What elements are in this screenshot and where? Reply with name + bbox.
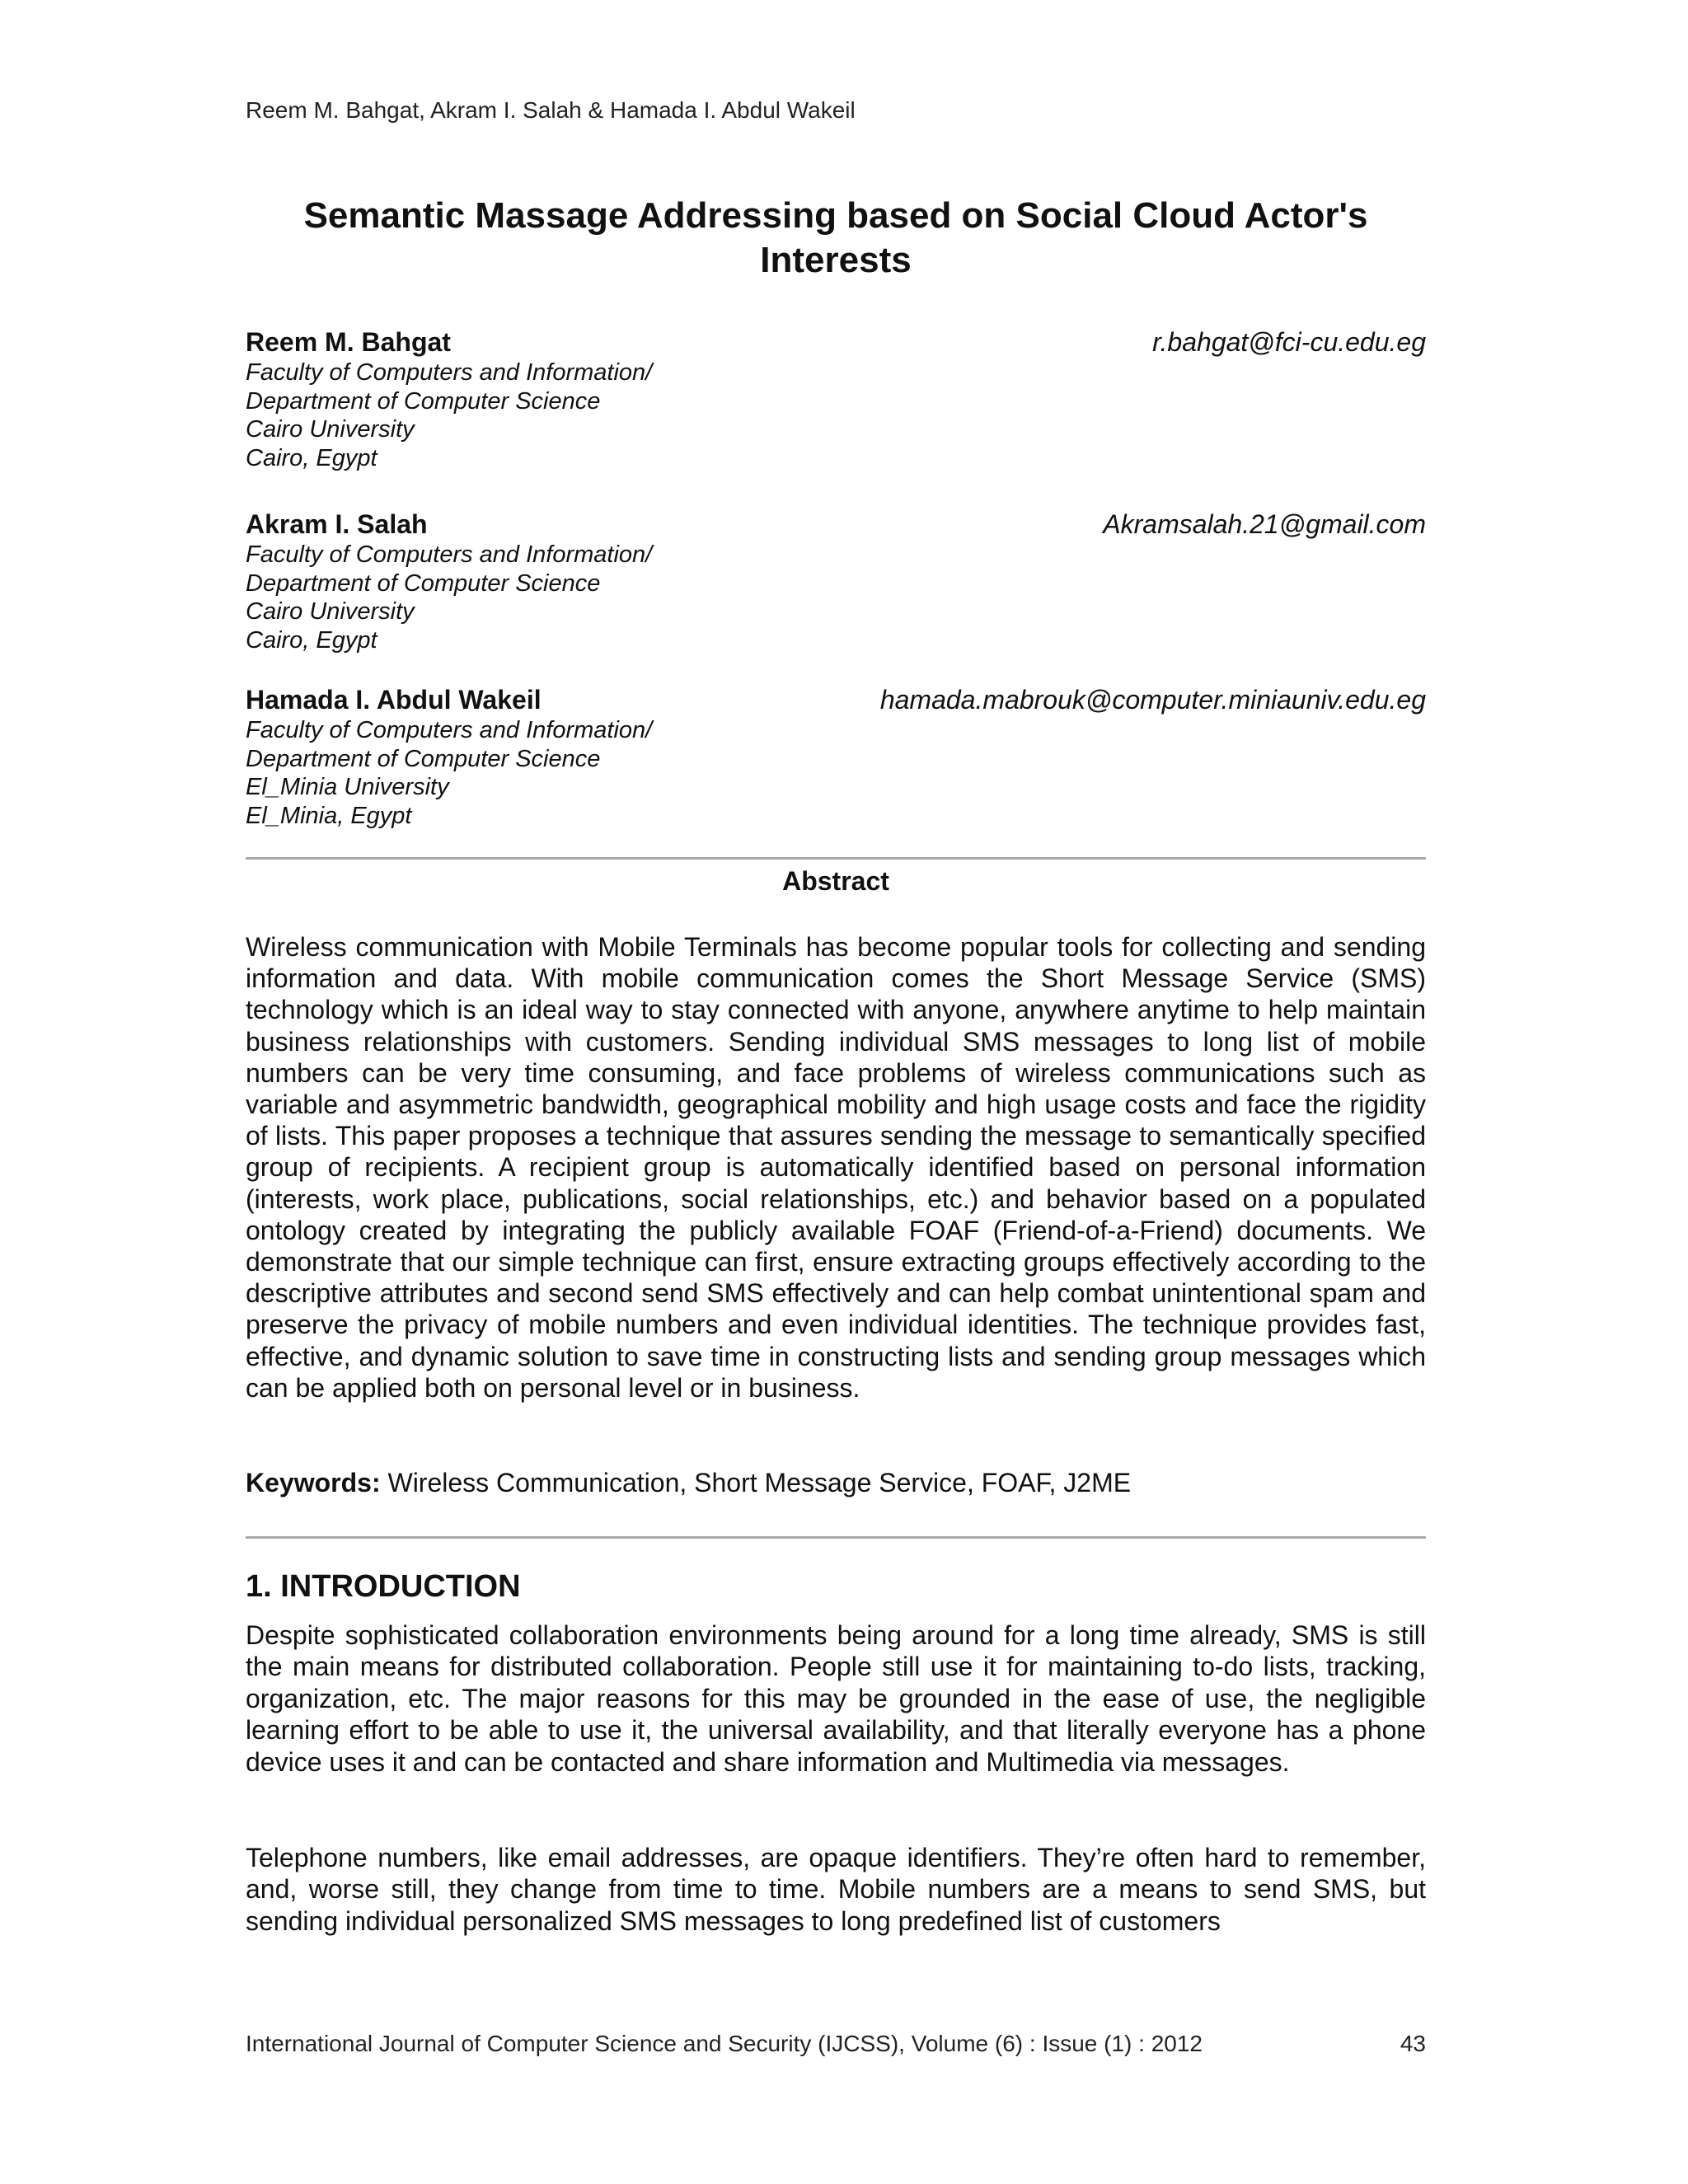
intro-paragraph-2: Telephone numbers, like email addresses, are opaque identifiers. They’re often hard to remember, and, worse still, they change from time to time. Mobile numbers are a means to send SMS, but sending individual personalized SMS messages to long predefined list of customers [246, 1843, 1426, 1936]
author-email[interactable]: hamada.mabrouk@computer.miniauniv.edu.eg [879, 685, 1426, 715]
author-email[interactable]: r.bahgat@fci-cu.edu.eg [1152, 327, 1426, 357]
affiliation-line: El_Minia University [246, 774, 449, 800]
author-block-3 [246, 683, 1426, 830]
affiliation-line: Department of Computer Science [246, 745, 601, 772]
author-block-2 [246, 508, 1426, 654]
divider-bottom [246, 1536, 1426, 1539]
abstract-text: Wireless communication with Mobile Terminals has become popular tools for collecting and sending information and data. With mobile communication comes the Short Message Service (SMS) technology which is an ideal way to stay connected with anyone, anywhere anytime to help maintain business relationships with customers. Sending individual SMS messages to long list of mobile numbers can be very time consuming, and face problems of wireless communications such as variable and asymmetric bandwidth, geographical mobility and high usage costs and face the rigidity of lists. This paper proposes a technique that assures sending the message to semantically specified group of recipients. A recipient group is automatically identified based on personal information (interests, work place, publications, social relationships, etc.) and behavior based on a populated ontology created by integrating the publicly available FOAF (Friend-of-a-Friend) documents. We demonstrate that our simple technique can first, ensure extracting groups effectively according to the descriptive attributes and second send SMS effectively and can help combat unintentional spam and preserve the privacy of mobile numbers and even individual identities. The technique provides fast, effective, and dynamic solution to save time in constructing lists and sending group messages which can be applied both on personal level or in business. [246, 932, 1426, 1403]
page-footer [246, 2031, 1426, 2057]
keywords-text: Wireless Communication, Short Message Service, FOAF, J2ME [380, 1468, 1132, 1497]
divider-top [246, 857, 1426, 860]
keywords-label: Keywords: [246, 1468, 381, 1497]
page-number: 43 [1400, 2031, 1426, 2056]
affiliation-line: Faculty of Computers and Information/ [246, 541, 653, 568]
affiliation-line: El_Minia, Egypt [246, 802, 412, 829]
section-heading-introduction: 1. INTRODUCTION [246, 1569, 521, 1604]
affiliation-line: Cairo, Egypt [246, 444, 377, 471]
affiliation-line: Department of Computer Science [246, 569, 601, 597]
abstract-heading: Abstract [782, 866, 889, 896]
paper-title [246, 194, 1426, 283]
affiliation-line: Cairo, Egypt [246, 626, 377, 654]
affiliation-line: Department of Computer Science [246, 387, 601, 415]
affiliation-line: Cairo University [246, 416, 415, 443]
affiliation-line: Faculty of Computers and Information/ [246, 359, 653, 386]
intro-paragraph-1: Despite sophisticated collaboration environments being around for a long time already, SMS is still the main means for distributed collaboration. People still use it for maintaining to-do lists, tracking, organization, etc. The major reasons for this may be grounded in the ease of use, the negligible learning effort to be able to use it, the universal availability, and that literally everyone has a phone device uses it and can be contacted and share information and Multimedia via messages. [246, 1620, 1426, 1777]
title-line-2: Interests [760, 240, 912, 280]
journal-citation: International Journal of Computer Science and Security (IJCSS), Volume (6) : Issue (1) : 2012 [246, 2031, 1203, 2056]
author-email[interactable]: Akramsalah.21@gmail.com [1103, 509, 1426, 539]
author-block-1 [246, 326, 1426, 472]
author-name: Reem M. Bahgat [246, 327, 451, 357]
running-head: Reem M. Bahgat, Akram I. Salah & Hamada I. Abdul Wakeil [246, 97, 856, 123]
keywords-line [246, 1467, 1426, 1498]
title-line-1: Semantic Massage Addressing based on Social Cloud Actor's [303, 195, 1368, 236]
author-name: Hamada I. Abdul Wakeil [246, 685, 542, 715]
author-name: Akram I. Salah [246, 509, 428, 539]
affiliation-line: Faculty of Computers and Information/ [246, 717, 653, 743]
affiliation-line: Cairo University [246, 598, 415, 625]
